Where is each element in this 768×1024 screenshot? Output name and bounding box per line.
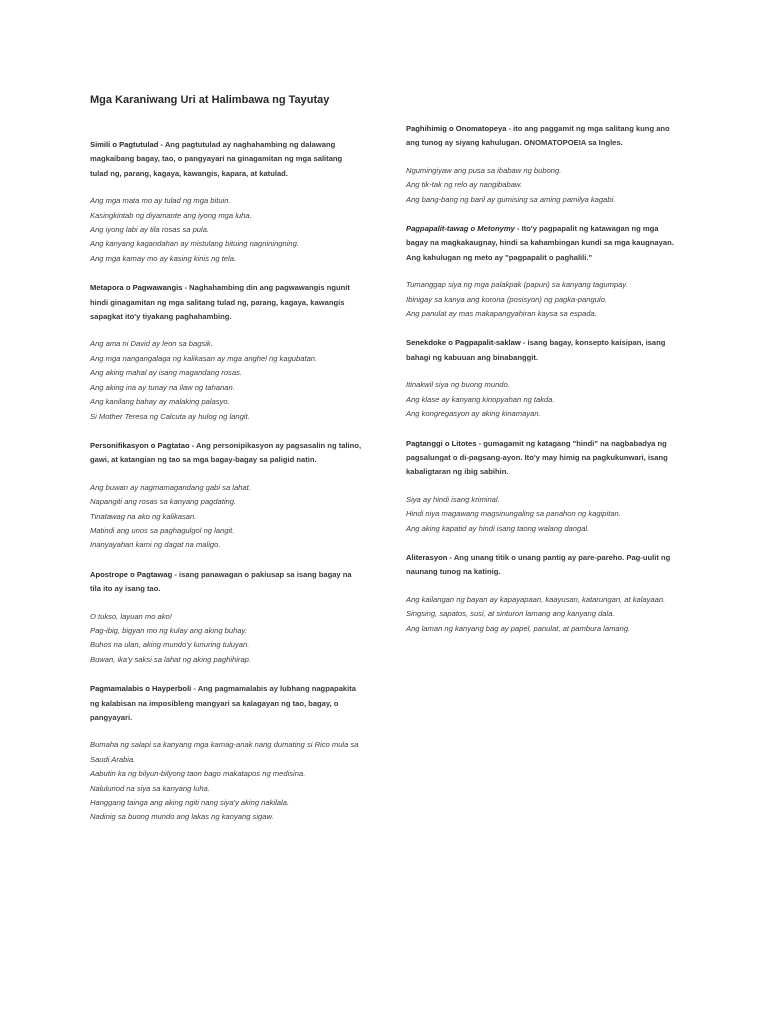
example-line: Ang kanyang kagandahan ay mistulang bituing nagniningning.: [90, 239, 299, 249]
figure-term: Pagpapalit-tawag o Metonymy: [406, 224, 515, 234]
example-list: [90, 194, 362, 266]
definition-text: - Ang unang titik o unang pantig ay pare-pareho. Pag-uulit ng naunang tunog na katinig.: [406, 552, 671, 577]
example-line: Ang buwan ay nagmamagandang gabi sa lahat.: [90, 482, 251, 492]
example-list: [90, 738, 362, 824]
example-line: Ang aking mahal ay isang magandang rosas.: [90, 368, 242, 378]
figure-term: Paghihimig o Onomatopeya: [406, 124, 507, 133]
example-line: Itinakwil siya ng buong mundo.: [406, 380, 510, 390]
example-line: Nadinig sa buong mundo ang lakas ng kanyang sigaw.: [90, 812, 274, 822]
example-line: Napangiti ang rosas sa kanyang pagdating.: [90, 497, 237, 507]
example-line: Ang tik-tak ng relo ay nangibabaw.: [406, 180, 523, 190]
figure-definition: [90, 138, 362, 181]
definition-text: - isang bagay, konsepto kaisipan, isang bahagi ng kabuuan ang binabanggit.: [406, 338, 666, 362]
figure-definition: [406, 336, 682, 365]
example-line: Hindi niya magawang magsinungaling sa panahon ng kagipitan.: [406, 509, 621, 519]
right-column: [406, 122, 682, 636]
definition-text: - isang panawagan o pakiusap sa isang bagay na tila ito ay isang tao.: [90, 569, 352, 594]
definition-text: - Ang personipikasyon ay pagsasalin ng talino, gawi, at katangian ng tao sa mga bagay-bagay sa paligid natin.: [90, 440, 362, 465]
definition-text: - Naghahambing din ang pagwawangis ngunit hindi ginagamitan ng mga salitang tulad ng, parang, kagaya, kawangis sapagkat ito'y tiyakang paghahambing.: [90, 283, 350, 322]
example-line: Ang mga nangangalaga ng kalikasan ay mga anghel ng kagubatan.: [90, 353, 318, 363]
definition-text: - gumagamit ng katagang "hindi" na nagbabadya ng pagsalungat o di-pagsang-ayon. Ito'y may himig na pagkukunwari, isang kabaligtaran ng ibig sabihin.: [406, 438, 668, 477]
example-line: Kasingkintab ng diyamante ang iyong mga luha.: [90, 210, 252, 220]
example-line: Ang mga mata mo ay tulad ng mga bituin.: [90, 196, 231, 206]
figure-term: Apostrope o Pagtawag: [90, 569, 173, 579]
example-line: Nalulunod na siya sa kanyang luha.: [90, 783, 210, 793]
example-line: Ang aking ina ay tunay na ilaw ng tahanan.: [90, 382, 235, 392]
figure-definition: [90, 281, 362, 324]
example-list: [406, 493, 682, 536]
example-line: Siya ay hindi isang kriminal.: [406, 494, 500, 504]
example-list: [90, 481, 362, 553]
example-line: Ang kanilang bahay ay malaking palasyo.: [90, 397, 230, 407]
figure-term: Pagmamalabis o Hayperboli: [90, 684, 192, 694]
example-line: Si Mother Teresa ng Calcuta ay hulog ng langit.: [90, 411, 250, 421]
left-column: [90, 138, 362, 825]
example-line: Ang kailangan ng bayan ay kapayapaan, kaayusan, katarungan, at kalayaan.: [406, 594, 666, 604]
example-line: Ang panulat ay mas makapangyahiran kaysa sa espada.: [406, 309, 597, 319]
definition-text: - Ang pagtutulad ay naghahambing ng dalawang magkaibang bagay, tao, o pangyayari na ginagamitan ng mga salitang tulad ng, parang, kagaya, kawangis, kapara, at katulad.: [90, 140, 343, 178]
example-line: O tukso, layuan mo ako!: [90, 611, 172, 621]
example-line: Ang iyong labi ay tila rosas sa pula.: [90, 225, 210, 235]
example-list: [90, 337, 362, 423]
definition-text: - Ang pagmamalabis ay lubhang nagpapakita ng kalabisan na imposibleng mangyari sa kalagayan ng tao, bagay, o pangyayari.: [90, 684, 357, 722]
page-title: Mga Karaniwang Uri at Halimbawa ng Tayutay: [90, 94, 330, 106]
example-line: Matindi ang unos sa paghagulgol ng langit.: [90, 525, 235, 535]
figure-term: Simili o Pagtutulad: [90, 140, 159, 149]
example-line: Pag-ibig, bigyan mo ng kulay ang aking buhay.: [90, 625, 247, 635]
figure-definition: [90, 682, 362, 725]
figure-definition: [406, 551, 682, 580]
example-list: [406, 593, 682, 636]
example-line: Ngumingiyaw ang pusa sa ibabaw ng bubong.: [406, 165, 562, 175]
figure-term: Senekdoke o Pagpapalit-saklaw: [406, 338, 521, 348]
example-line: Ang laman ng kanyang bag ay papel, panulat, at pambura lamang.: [406, 623, 631, 633]
figure-term: Aliterasyon: [406, 552, 448, 562]
example-line: Buhos na ulan, aking mundo'y lunuring tuluyan.: [90, 640, 250, 650]
example-line: Ang klase ay kanyang kinopyahan ng takda.: [406, 394, 555, 404]
example-line: Ang kongregasyon ay aking kinamayan.: [406, 409, 541, 419]
example-line: Ibinigay sa kanya ang korona (posisyon) ng pagka-pangulo.: [406, 294, 607, 304]
example-line: Inanyayahan kami ng dagat na maligo.: [90, 540, 221, 550]
example-line: Ang bang-bang ng baril ay gumising sa aming pamilya kagabi.: [406, 194, 616, 204]
definition-text: - ito ang paggamit ng mga salitang kung ano ang tunog ay siyang kahulugan. ONOMATOPOEIA sa Ingles.: [406, 124, 670, 148]
example-line: Singsing, sapatos, susi, at sinturon lamang ang kanyang dala.: [406, 609, 615, 619]
example-list: [406, 378, 682, 421]
example-line: Ang ama ni David ay leon sa bagsik.: [90, 339, 213, 349]
example-line: Hanggang tainga ang aking ngiti nang siya'y aking nakilala.: [90, 798, 290, 808]
figure-definition: [406, 222, 682, 265]
figure-definition: [90, 568, 362, 597]
example-list: [90, 610, 362, 668]
figure-definition: [406, 437, 682, 480]
figure-definition: [406, 122, 682, 151]
figure-term: Pagtanggi o Litotes: [406, 438, 477, 448]
example-line: Ang aking kapatid ay hindi isang taong walang dangal.: [406, 523, 590, 533]
figure-definition: [90, 439, 362, 468]
example-line: Tumanggap siya ng mga palakpak (papuri) sa kanyang tagumpay.: [406, 280, 628, 290]
definition-text: - Ito'y pagpapalit ng katawagan ng mga bagay na magkakaugnay, hindi sa kahambingan kundi sa mga kaugnayan. Ang kahulugan ng meto ay "pagpapalit o paghalili.": [406, 224, 674, 262]
example-line: Tinatawag na ako ng kalikasan.: [90, 511, 197, 521]
figure-term: Metapora o Pagwawangis: [90, 283, 183, 293]
example-line: Aabutin ka ng bilyun-bilyong taon bago makatapos ng medisina.: [90, 769, 306, 779]
figure-term: Personifikasyon o Pagtatao: [90, 440, 190, 450]
example-line: Bumaha ng salapi sa kanyang mga kamag-anak nang dumating si Rico mula sa Saudi Arabia.: [90, 740, 359, 764]
example-list: [406, 164, 682, 207]
example-line: Ang mga kamay mo ay kasing kinis ng tela.: [90, 253, 237, 263]
example-line: Buwan, ika'y saksi sa lahat ng aking paghihirap.: [90, 654, 252, 664]
example-list: [406, 278, 682, 321]
